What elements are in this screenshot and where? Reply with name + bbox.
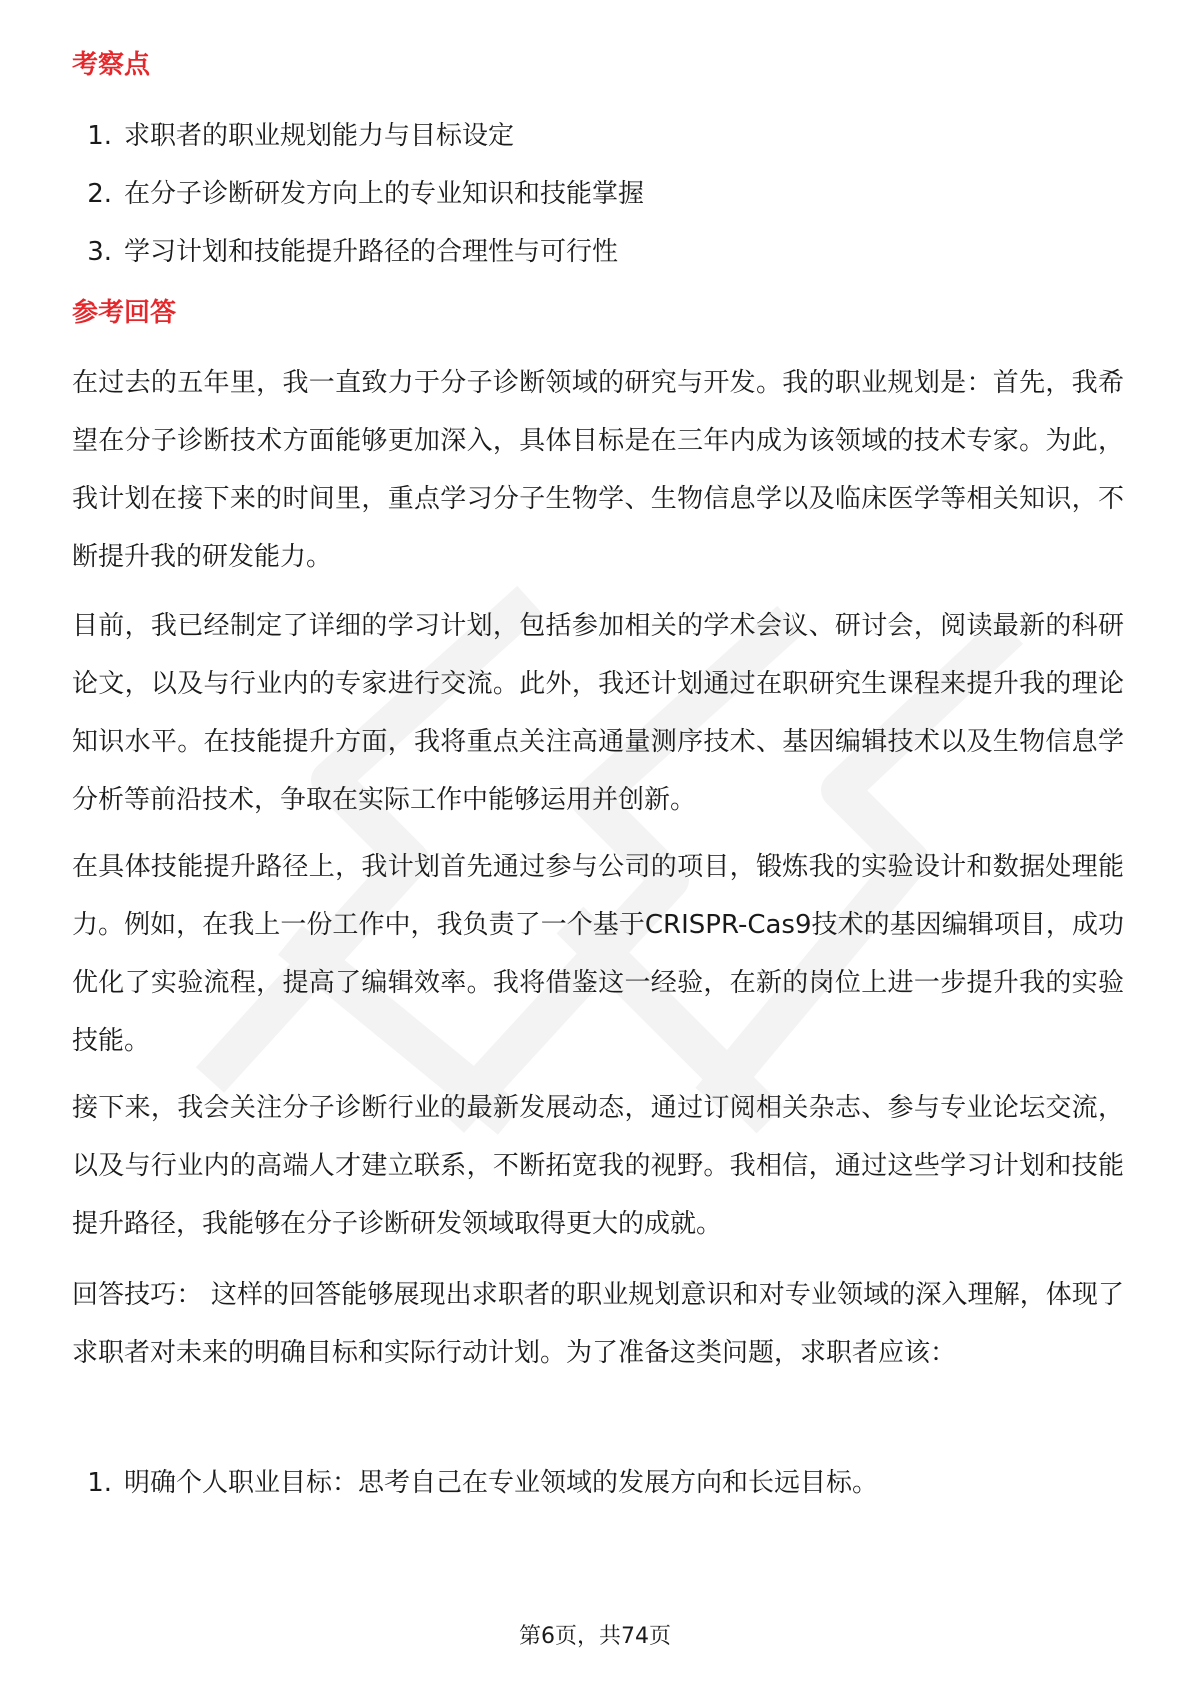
answer-paragraph: 在具体技能提升路径上，我计划首先通过参与公司的项目，锻炼我的实验设计和数据处理能力。例如，在我上一份工作中，我负责了一个基于CRISPR-Cas9技术的基因编辑项目，成功优化了实验流程，提高了编辑效率。我将借鉴这一经验，在新的岗位上进一步提升我的实验技能。	[72, 852, 1124, 1056]
section-title-answer: 参考回答	[72, 298, 177, 328]
list-number: 2.	[87, 179, 112, 209]
list-item	[72, 118, 644, 176]
list-text: 求职者的职业规划能力与目标设定	[124, 121, 515, 151]
list-text: 在分子诊断研发方向上的专业知识和技能掌握	[124, 179, 645, 209]
list-item	[72, 234, 644, 292]
focus-list	[72, 118, 644, 292]
list-item	[72, 1465, 878, 1523]
page-number: 第6页，共74页	[519, 1624, 671, 1649]
list-number: 1.	[87, 1468, 112, 1498]
page-footer	[0, 1622, 1190, 1652]
list-text: 明确个人职业目标：思考自己在专业领域的发展方向和长远目标。	[124, 1468, 879, 1498]
answer-paragraph: 在过去的五年里，我一直致力于分子诊断领域的研究与开发。我的职业规划是：首先，我希望在分子诊断技术方面能够更加深入，具体目标是在三年内成为该领域的技术专家。为此，我计划在接下来的时间里，重点学习分子生物学、生物信息学以及临床医学等相关知识，不断提升我的研发能力。	[72, 368, 1124, 572]
list-number: 1.	[87, 121, 112, 151]
answer-paragraph: 目前，我已经制定了详细的学习计划，包括参加相关的学术会议、研讨会，阅读最新的科研论文，以及与行业内的专家进行交流。此外，我还计划通过在职研究生课程来提升我的理论知识水平。在技能提升方面，我将重点关注高通量测序技术、基因编辑技术以及生物信息学分析等前沿技术，争取在实际工作中能够运用并创新。	[72, 611, 1124, 815]
list-number: 3.	[87, 237, 112, 267]
answer-paragraph: 接下来，我会关注分子诊断行业的最新发展动态，通过订阅相关杂志、参与专业论坛交流，以及与行业内的高端人才建立联系，不断拓宽我的视野。我相信，通过这些学习计划和技能提升路径，我能够在分子诊断研发领域取得更大的成就。	[72, 1093, 1124, 1239]
section-title-focus: 考察点	[72, 50, 151, 80]
tips-list	[72, 1465, 878, 1523]
tips-paragraph: 回答技巧： 这样的回答能够展现出求职者的职业规划意识和对专业领域的深入理解，体现了求职者对未来的明确目标和实际行动计划。为了准备这类问题，求职者应该：	[72, 1280, 1124, 1368]
list-item	[72, 176, 644, 234]
list-text: 学习计划和技能提升路径的合理性与可行性	[124, 237, 619, 267]
